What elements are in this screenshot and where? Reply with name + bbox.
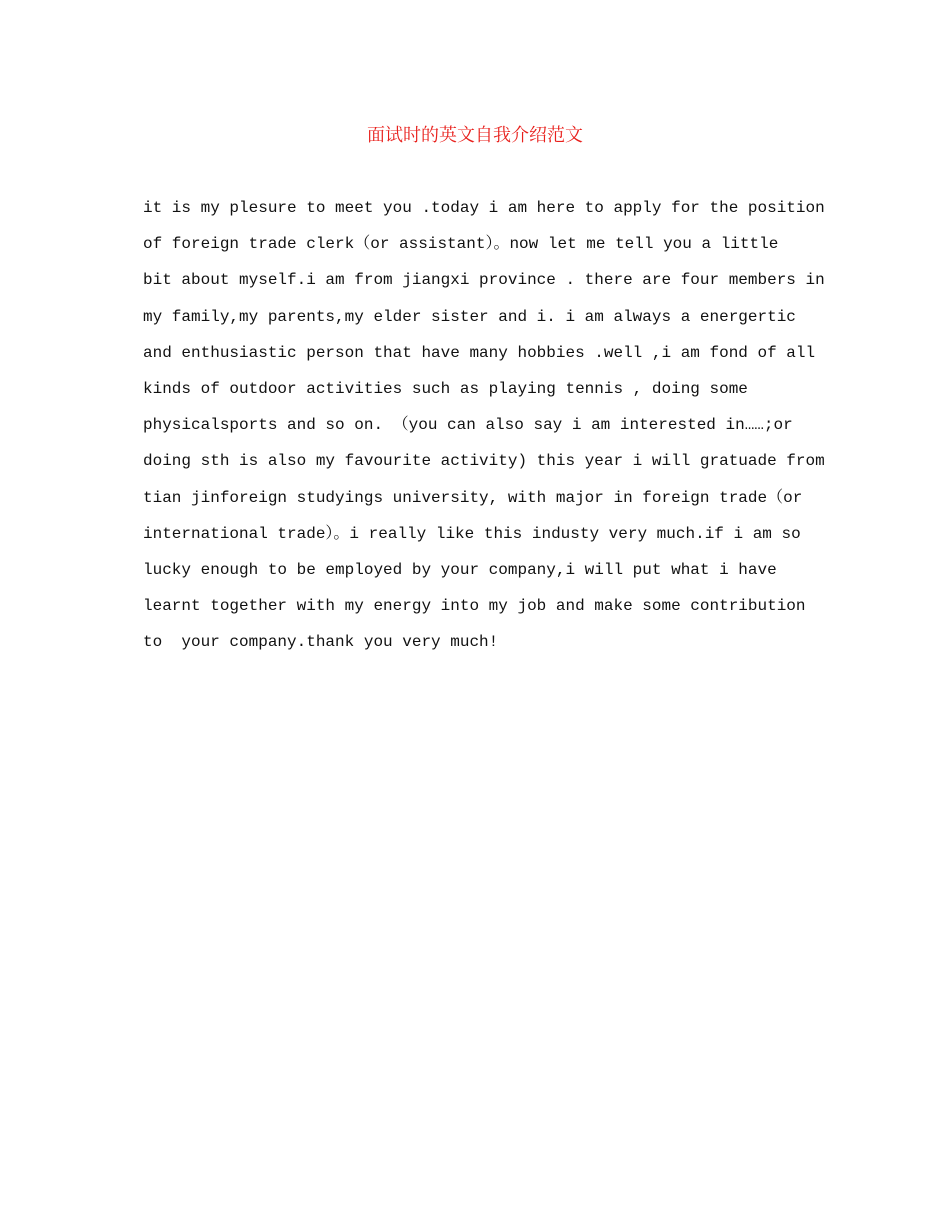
body-line: doing sth is also my favourite activity) this year i will gratuade from [143, 452, 825, 471]
body-line: it is my plesure to meet you .today i am here to apply for the position [143, 199, 825, 217]
body-line: tian jinforeign studyings university, with major in foreign trade（or [143, 488, 803, 507]
body-line: international trade）。i really like this industy very much.if i am so [143, 524, 801, 543]
body-line: and enthusiastic person that have many hobbies .well ,i am fond of all [143, 343, 816, 362]
body-line: my family,my parents,my elder sister and i. i am always a energertic [143, 307, 796, 326]
body-line: physicalsports and so on. （you can also say i am interested in……;or [143, 416, 793, 435]
body-line: of foreign trade clerk（or assistant）。now let me tell you a little [143, 235, 779, 254]
body-line: bit about myself.i am from jiangxi province . there are four members in [143, 271, 825, 290]
body-line: to your company.thank you very much! [143, 633, 499, 652]
body-line: lucky enough to be employed by your company,i will put what i have [143, 560, 777, 579]
body-line: kinds of outdoor activities such as playing tennis , doing some [143, 379, 748, 398]
document-body [143, 196, 843, 666]
document-title: 面试时的英文自我介绍范文 [367, 125, 583, 146]
body-line: learnt together with my energy into my job and make some contribution [143, 597, 806, 616]
